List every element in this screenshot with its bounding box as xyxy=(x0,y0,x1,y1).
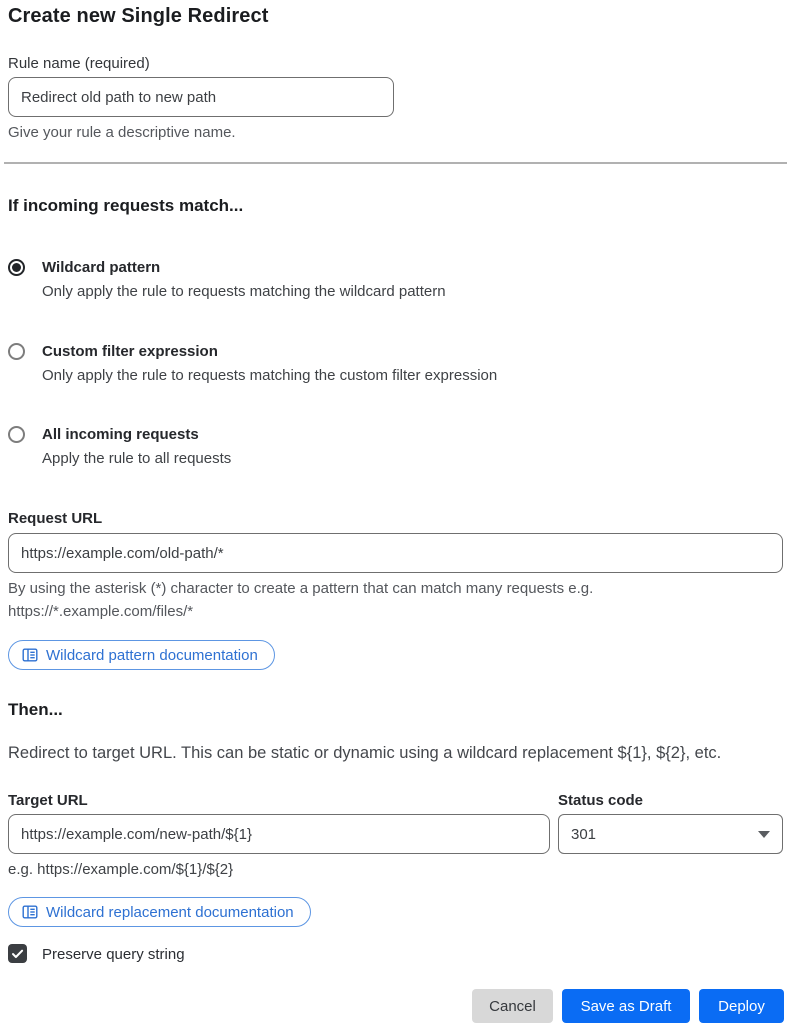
radio-custom-filter-expression-label[interactable]: Custom filter expression xyxy=(42,343,218,360)
status-code-select[interactable] xyxy=(558,814,783,854)
request-url-label: Request URL xyxy=(8,510,103,527)
status-code-label: Status code xyxy=(558,792,644,809)
target-url-input[interactable] xyxy=(8,814,550,854)
status-code-value: 301 xyxy=(571,825,597,843)
radio-all-incoming-requests[interactable] xyxy=(8,426,25,443)
target-url-helper: e.g. https://example.com/${1}/${2} xyxy=(8,861,234,878)
chevron-down-icon xyxy=(758,831,770,838)
preserve-query-string-checkbox[interactable] xyxy=(8,944,27,963)
request-url-helper-line1: By using the asterisk (*) character to create a pattern that can match many requests e.g. xyxy=(8,580,594,597)
section-divider xyxy=(4,162,787,164)
rule-name-label: Rule name (required) xyxy=(8,55,150,72)
book-icon xyxy=(22,904,38,920)
preserve-query-string-label[interactable]: Preserve query string xyxy=(42,946,185,963)
target-url-label: Target URL xyxy=(8,792,88,809)
request-url-input[interactable] xyxy=(8,533,783,573)
then-section-heading: Then... xyxy=(8,700,63,719)
save-as-draft-button[interactable]: Save as Draft xyxy=(562,989,690,1023)
rule-name-input[interactable] xyxy=(8,77,394,117)
cancel-button[interactable]: Cancel xyxy=(472,989,553,1023)
request-url-helper-line2: https://*.example.com/files/* xyxy=(8,603,194,620)
book-icon xyxy=(22,647,38,663)
radio-wildcard-pattern-label[interactable]: Wildcard pattern xyxy=(42,259,161,276)
doc-button-label: Wildcard pattern documentation xyxy=(46,646,258,664)
wildcard-pattern-documentation-button[interactable] xyxy=(8,640,275,670)
deploy-button[interactable]: Deploy xyxy=(699,989,784,1023)
wildcard-replacement-documentation-button[interactable] xyxy=(8,897,311,927)
radio-all-incoming-requests-description: Apply the rule to all requests xyxy=(42,450,232,467)
checkmark-icon xyxy=(10,946,25,961)
radio-custom-filter-expression-description: Only apply the rule to requests matching the custom filter expression xyxy=(42,367,498,384)
radio-wildcard-pattern-description: Only apply the rule to requests matching the wildcard pattern xyxy=(42,283,446,300)
doc-button-label: Wildcard replacement documentation xyxy=(46,903,294,921)
rule-name-helper: Give your rule a descriptive name. xyxy=(8,124,236,141)
then-section-description: Redirect to target URL. This can be static or dynamic using a wildcard replacement ${1}, ${2}, etc. xyxy=(8,744,722,762)
radio-all-incoming-requests-label[interactable]: All incoming requests xyxy=(42,426,199,443)
radio-custom-filter-expression[interactable] xyxy=(8,343,25,360)
radio-dot xyxy=(12,263,21,272)
radio-wildcard-pattern[interactable] xyxy=(8,259,25,276)
match-section-heading: If incoming requests match... xyxy=(8,196,244,215)
page-title: Create new Single Redirect xyxy=(8,5,269,27)
